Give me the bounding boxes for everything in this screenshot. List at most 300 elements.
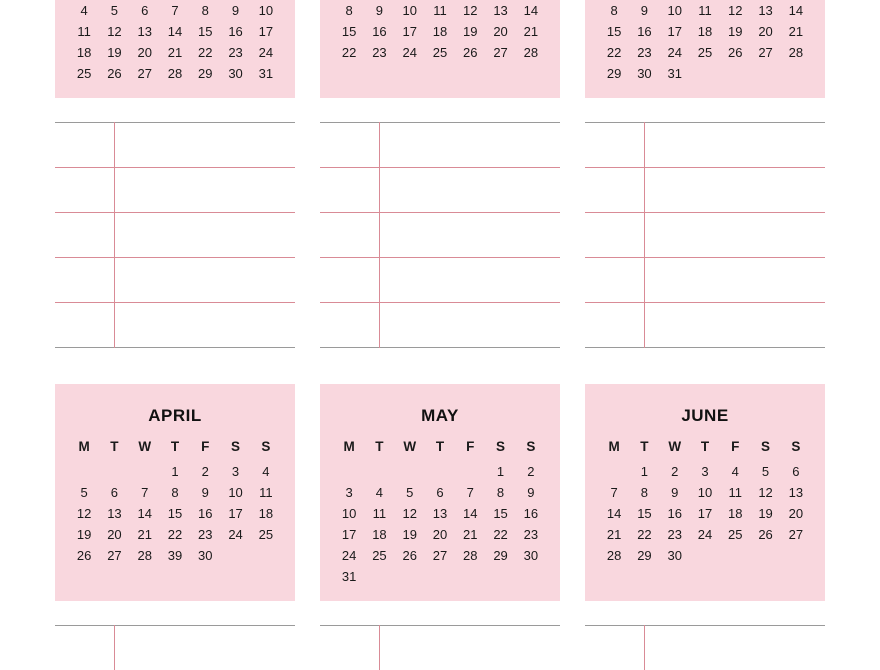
day-cell[interactable]	[425, 63, 455, 84]
weekday-header: F	[201, 439, 210, 454]
day-cell[interactable]: 24	[402, 45, 417, 60]
week-row	[334, 566, 546, 587]
day-cell[interactable]: 17	[697, 506, 713, 521]
week-row	[599, 63, 811, 84]
month-title: MAY	[421, 406, 459, 425]
week-row	[69, 545, 281, 566]
day-cell[interactable]	[455, 63, 485, 84]
day-cell[interactable]: 5	[110, 3, 119, 18]
notes-writing-area[interactable]	[585, 168, 825, 212]
notes-vertical-divider	[114, 625, 115, 670]
day-cell[interactable]: 19	[728, 24, 743, 39]
day-cell[interactable]: 7	[141, 485, 149, 500]
day-cell[interactable]: 19	[758, 506, 773, 521]
day-cell[interactable]: 10	[228, 485, 243, 500]
day-cell[interactable]: 25	[258, 527, 274, 542]
notes-vertical-divider	[644, 625, 645, 670]
notes-row-q2	[0, 625, 880, 670]
day-cell[interactable]: 26	[463, 45, 478, 60]
card-padding	[69, 566, 281, 580]
day-cell[interactable]: 17	[402, 24, 417, 39]
calendar-grid-june	[599, 436, 811, 566]
day-cell[interactable]: 15	[637, 506, 652, 521]
notes-writing-area[interactable]	[585, 123, 825, 167]
day-cell[interactable]	[690, 545, 720, 566]
day-cell[interactable]: 15	[493, 506, 508, 521]
day-cell[interactable]	[516, 63, 546, 84]
day-cell[interactable]: 12	[463, 3, 478, 18]
day-cell[interactable]: 29	[198, 66, 213, 81]
day-cell[interactable]: 23	[523, 527, 539, 542]
day-cell[interactable]: 26	[728, 45, 743, 60]
week-row	[69, 482, 281, 503]
weekday-header: T	[375, 439, 384, 454]
day-cell[interactable]: 26	[402, 548, 417, 563]
day-cell[interactable]: 28	[523, 45, 539, 60]
week-row	[599, 42, 811, 63]
day-cell[interactable]: 18	[76, 45, 92, 60]
notes-writing-area[interactable]	[320, 213, 560, 257]
notes-vertical-divider	[379, 122, 380, 348]
day-cell[interactable]	[750, 63, 780, 84]
day-cell[interactable]	[516, 566, 546, 587]
day-cell[interactable]: 7	[171, 3, 179, 18]
notes-writing-area[interactable]	[585, 258, 825, 302]
day-cell[interactable]: 25	[697, 45, 713, 60]
day-cell[interactable]: 13	[137, 24, 152, 39]
row-spacer	[0, 348, 880, 384]
notes-vertical-divider	[644, 122, 645, 348]
day-cell[interactable]: 14	[523, 3, 539, 18]
day-cell[interactable]: 19	[463, 24, 478, 39]
day-cell[interactable]: 27	[758, 45, 773, 60]
day-cell[interactable]: 25	[372, 548, 387, 563]
notes-line	[585, 347, 825, 348]
day-cell[interactable]	[750, 545, 780, 566]
day-cell[interactable]: 27	[107, 548, 122, 563]
day-cell[interactable]: 4	[80, 3, 88, 18]
week-row	[69, 503, 281, 524]
card-padding	[334, 84, 546, 98]
notes-block-may[interactable]	[320, 625, 560, 670]
day-cell[interactable]: 8	[201, 3, 209, 18]
day-cell[interactable]: 15	[198, 24, 213, 39]
day-cell[interactable]: 21	[137, 527, 152, 542]
day-cell[interactable]: 11	[698, 3, 712, 18]
week-row	[334, 482, 546, 503]
week-row	[334, 21, 546, 42]
day-cell[interactable]	[364, 461, 394, 482]
day-cell[interactable]: 11	[372, 506, 387, 521]
day-cell[interactable]: 1	[171, 464, 179, 479]
day-cell[interactable]: 17	[341, 527, 357, 542]
day-cell[interactable]: 18	[728, 506, 743, 521]
notes-vertical-divider	[114, 122, 115, 348]
day-cell[interactable]: 14	[167, 24, 183, 39]
day-cell[interactable]: 12	[402, 506, 417, 521]
day-cell[interactable]	[364, 63, 394, 84]
day-cell[interactable]: 1	[496, 464, 505, 479]
day-cell[interactable]: 15	[167, 506, 183, 521]
week-row	[334, 42, 546, 63]
day-cell[interactable]: 30	[198, 548, 213, 563]
day-cell[interactable]	[251, 545, 281, 566]
day-cell[interactable]: 27	[493, 45, 508, 60]
day-cell[interactable]	[334, 461, 364, 482]
day-cell[interactable]: 10	[697, 485, 713, 500]
day-cell[interactable]: 30	[637, 66, 652, 81]
calendar-grid-april	[69, 436, 281, 566]
weekday-header: T	[435, 439, 445, 454]
day-cell[interactable]: 14	[137, 506, 152, 521]
week-row	[334, 545, 546, 566]
day-cell[interactable]	[690, 63, 720, 84]
weekday-header: F	[466, 439, 475, 454]
day-cell[interactable]: 11	[433, 3, 447, 18]
week-row	[599, 0, 811, 21]
week-row	[334, 503, 546, 524]
card-padding	[334, 587, 546, 601]
day-cell[interactable]: 13	[788, 485, 804, 500]
day-cell[interactable]: 6	[436, 485, 444, 500]
day-cell[interactable]: 30	[667, 548, 682, 563]
day-cell[interactable]: 24	[258, 45, 274, 60]
weekday-header: M	[78, 439, 90, 454]
day-cell[interactable]: 2	[527, 464, 535, 479]
day-cell[interactable]: 13	[758, 3, 773, 18]
weekday-header: T	[170, 439, 180, 454]
week-row	[599, 482, 811, 503]
day-cell[interactable]: 26	[76, 548, 92, 563]
weekday-header: T	[640, 439, 649, 454]
month-row-q2	[0, 384, 880, 601]
day-cell[interactable]: 8	[640, 485, 649, 500]
notes-writing-area[interactable]	[320, 303, 560, 347]
day-cell[interactable]: 25	[728, 527, 743, 542]
day-cell[interactable]: 11	[259, 485, 273, 500]
day-cell[interactable]: 8	[496, 485, 505, 500]
day-cell[interactable]: 28	[606, 548, 622, 563]
day-cell[interactable]: 18	[432, 24, 448, 39]
day-cell[interactable]: 8	[171, 485, 179, 500]
day-cell[interactable]: 17	[258, 24, 274, 39]
week-row	[69, 0, 281, 21]
day-cell[interactable]: 9	[375, 3, 384, 18]
notes-writing-area[interactable]	[55, 168, 295, 212]
day-cell[interactable]: 20	[137, 45, 152, 60]
day-cell[interactable]: 13	[432, 506, 448, 521]
day-cell[interactable]	[395, 63, 425, 84]
day-cell[interactable]: 9	[231, 3, 240, 18]
day-cell[interactable]	[455, 566, 485, 587]
month-title: APRIL	[148, 406, 202, 425]
day-cell[interactable]: 21	[523, 24, 539, 39]
day-cell[interactable]: 3	[231, 464, 240, 479]
day-cell[interactable]: 1	[640, 464, 649, 479]
day-cell[interactable]: 11	[77, 24, 91, 39]
day-cell[interactable]: 27	[137, 66, 152, 81]
weekday-header: S	[526, 439, 536, 454]
day-cell[interactable]: 24	[341, 548, 357, 563]
week-row	[599, 21, 811, 42]
month-card-march	[585, 0, 825, 98]
day-cell[interactable]: 26	[107, 66, 122, 81]
day-cell[interactable]: 27	[788, 527, 804, 542]
day-cell[interactable]: 3	[345, 485, 353, 500]
day-cell[interactable]: 16	[637, 24, 652, 39]
day-cell[interactable]: 24	[228, 527, 243, 542]
day-cell[interactable]: 10	[667, 3, 682, 18]
day-cell[interactable]: 22	[198, 45, 213, 60]
day-cell[interactable]: 13	[493, 3, 508, 18]
day-cell[interactable]: 18	[372, 527, 387, 542]
notes-block-june[interactable]	[585, 625, 825, 670]
notes-block-january[interactable]	[55, 122, 295, 348]
month-title: JUNE	[681, 406, 729, 425]
weekday-header: F	[731, 439, 740, 454]
week-row	[599, 461, 811, 482]
weekday-header-row	[69, 436, 281, 461]
day-cell[interactable]: 9	[527, 485, 535, 500]
day-cell[interactable]: 11	[728, 485, 743, 500]
notes-row-q1	[0, 122, 880, 348]
day-cell[interactable]: 30	[523, 548, 539, 563]
day-cell[interactable]	[364, 566, 394, 587]
day-cell[interactable]: 20	[107, 527, 122, 542]
day-cell[interactable]: 16	[523, 506, 539, 521]
day-cell[interactable]: 7	[610, 485, 618, 500]
notes-vertical-divider	[379, 625, 380, 670]
weekday-header: W	[668, 439, 682, 454]
day-cell[interactable]: 24	[667, 45, 682, 60]
card-padding	[599, 566, 811, 580]
notes-line	[320, 347, 560, 348]
day-cell[interactable]: 15	[606, 24, 622, 39]
day-cell[interactable]: 23	[372, 45, 387, 60]
day-cell[interactable]: 10	[258, 3, 274, 18]
day-cell[interactable]	[69, 461, 99, 482]
day-cell[interactable]: 19	[76, 527, 92, 542]
day-cell[interactable]: 28	[463, 548, 478, 563]
weekday-header: S	[791, 439, 801, 454]
card-padding	[69, 84, 281, 98]
day-cell[interactable]: 12	[76, 506, 92, 521]
weekday-header: M	[343, 439, 355, 454]
day-cell[interactable]: 23	[667, 527, 682, 542]
day-cell[interactable]: 22	[167, 527, 183, 542]
day-cell[interactable]: 17	[228, 506, 243, 521]
day-cell[interactable]: 14	[463, 506, 478, 521]
day-cell[interactable]: 39	[167, 548, 183, 563]
day-cell[interactable]: 20	[432, 527, 448, 542]
day-cell[interactable]: 21	[167, 45, 183, 60]
notes-block-april[interactable]	[55, 625, 295, 670]
calendar-grid-february	[334, 0, 546, 84]
day-cell[interactable]: 25	[76, 66, 92, 81]
week-row	[334, 524, 546, 545]
day-cell[interactable]: 13	[107, 506, 122, 521]
day-cell[interactable]: 2	[201, 464, 209, 479]
row-spacer	[0, 601, 880, 625]
day-cell[interactable]	[720, 63, 750, 84]
day-cell[interactable]: 16	[667, 506, 682, 521]
day-cell[interactable]: 30	[228, 66, 243, 81]
month-card-june	[585, 384, 825, 601]
day-cell[interactable]: 16	[198, 506, 213, 521]
month-card-april	[55, 384, 295, 601]
day-cell[interactable]: 22	[606, 45, 622, 60]
day-cell[interactable]	[395, 461, 425, 482]
day-cell[interactable]: 12	[107, 24, 122, 39]
notes-writing-area[interactable]	[55, 626, 295, 670]
day-cell[interactable]: 22	[637, 527, 652, 542]
week-row	[69, 42, 281, 63]
week-row	[334, 0, 546, 21]
weekday-header: T	[700, 439, 710, 454]
day-cell[interactable]: 9	[640, 3, 649, 18]
day-cell[interactable]	[485, 566, 515, 587]
day-cell[interactable]: 27	[432, 548, 448, 563]
day-cell[interactable]: 12	[758, 485, 773, 500]
day-cell[interactable]: 3	[701, 464, 709, 479]
day-cell[interactable]: 25	[432, 45, 448, 60]
weekday-header-row	[599, 436, 811, 461]
day-cell[interactable]: 5	[406, 485, 414, 500]
notes-writing-area[interactable]	[585, 626, 825, 670]
notes-writing-area[interactable]	[585, 303, 825, 347]
weekday-header: W	[138, 439, 152, 454]
notes-writing-area[interactable]	[55, 123, 295, 167]
day-cell[interactable]: 14	[606, 506, 622, 521]
row-spacer	[0, 98, 880, 122]
day-cell[interactable]: 9	[671, 485, 679, 500]
day-cell[interactable]: 22	[341, 45, 357, 60]
day-cell[interactable]: 28	[137, 548, 152, 563]
day-cell[interactable]: 6	[792, 464, 800, 479]
day-cell[interactable]: 5	[761, 464, 770, 479]
day-cell[interactable]	[99, 461, 129, 482]
calendar-grid-may	[334, 436, 546, 587]
day-cell[interactable]	[455, 461, 485, 482]
day-cell[interactable]: 29	[493, 548, 508, 563]
day-cell[interactable]: 8	[610, 3, 618, 18]
day-cell[interactable]	[395, 566, 425, 587]
day-cell[interactable]: 24	[697, 527, 713, 542]
day-cell[interactable]: 17	[667, 24, 682, 39]
day-cell[interactable]: 15	[341, 24, 357, 39]
day-cell[interactable]	[220, 545, 250, 566]
day-cell[interactable]: 7	[466, 485, 474, 500]
day-cell[interactable]: 28	[788, 45, 804, 60]
weekday-header: S	[231, 439, 241, 454]
day-cell[interactable]: 8	[345, 3, 353, 18]
day-cell[interactable]: 9	[201, 485, 209, 500]
day-cell[interactable]: 20	[493, 24, 508, 39]
day-cell[interactable]: 31	[258, 66, 274, 81]
day-cell[interactable]: 21	[606, 527, 622, 542]
day-cell[interactable]: 4	[262, 464, 270, 479]
notes-writing-area[interactable]	[320, 168, 560, 212]
notes-writing-area[interactable]	[55, 303, 295, 347]
day-cell[interactable]	[425, 566, 455, 587]
week-row	[69, 63, 281, 84]
week-row	[334, 63, 546, 84]
day-cell[interactable]: 19	[402, 527, 417, 542]
day-cell[interactable]: 6	[110, 485, 119, 500]
day-cell[interactable]: 19	[107, 45, 122, 60]
day-cell[interactable]: 29	[637, 548, 652, 563]
day-cell[interactable]: 23	[228, 45, 243, 60]
day-cell[interactable]	[130, 461, 160, 482]
weekday-header: M	[608, 439, 620, 454]
week-row	[69, 524, 281, 545]
day-cell[interactable]: 26	[758, 527, 773, 542]
day-cell[interactable]	[425, 461, 455, 482]
day-cell[interactable]: 31	[667, 66, 682, 81]
week-row	[599, 503, 811, 524]
day-cell[interactable]: 4	[375, 485, 384, 500]
notes-block-february[interactable]	[320, 122, 560, 348]
weekday-header: W	[403, 439, 417, 454]
day-cell[interactable]	[781, 63, 811, 84]
notes-writing-area[interactable]	[55, 213, 295, 257]
day-cell[interactable]	[334, 63, 364, 84]
day-cell[interactable]: 23	[637, 45, 652, 60]
week-row	[334, 461, 546, 482]
day-cell[interactable]: 18	[258, 506, 274, 521]
notes-writing-area[interactable]	[320, 258, 560, 302]
day-cell[interactable]: 5	[80, 485, 88, 500]
month-row-q1	[0, 0, 880, 98]
day-cell[interactable]: 21	[463, 527, 478, 542]
day-cell[interactable]: 22	[493, 527, 508, 542]
weekday-header: S	[496, 439, 506, 454]
day-cell[interactable]	[720, 545, 750, 566]
notes-writing-area[interactable]	[585, 213, 825, 257]
day-cell[interactable]: 31	[341, 569, 357, 584]
weekday-header: T	[110, 439, 119, 454]
weekday-header: S	[261, 439, 271, 454]
day-cell[interactable]	[599, 461, 629, 482]
day-cell[interactable]: 10	[402, 3, 417, 18]
day-cell[interactable]: 23	[198, 527, 213, 542]
day-cell[interactable]: 6	[141, 3, 149, 18]
day-cell[interactable]: 12	[728, 3, 743, 18]
day-cell[interactable]: 14	[788, 3, 804, 18]
day-cell[interactable]: 20	[788, 506, 804, 521]
day-cell[interactable]: 21	[788, 24, 804, 39]
notes-writing-area[interactable]	[55, 258, 295, 302]
day-cell[interactable]	[781, 545, 811, 566]
calendar-grid-march	[599, 0, 811, 84]
week-row	[599, 524, 811, 545]
notes-writing-area[interactable]	[320, 123, 560, 167]
notes-block-march[interactable]	[585, 122, 825, 348]
day-cell[interactable]	[485, 63, 515, 84]
day-cell[interactable]: 4	[731, 464, 739, 479]
notes-writing-area[interactable]	[320, 626, 560, 670]
day-cell[interactable]: 2	[671, 464, 679, 479]
weekday-header: S	[761, 439, 771, 454]
day-cell[interactable]: 16	[228, 24, 243, 39]
day-cell[interactable]: 10	[341, 506, 357, 521]
day-cell[interactable]: 18	[697, 24, 713, 39]
day-cell[interactable]: 29	[606, 66, 622, 81]
day-cell[interactable]: 28	[167, 66, 183, 81]
day-cell[interactable]: 16	[372, 24, 387, 39]
card-padding	[599, 84, 811, 98]
day-cell[interactable]: 20	[758, 24, 773, 39]
